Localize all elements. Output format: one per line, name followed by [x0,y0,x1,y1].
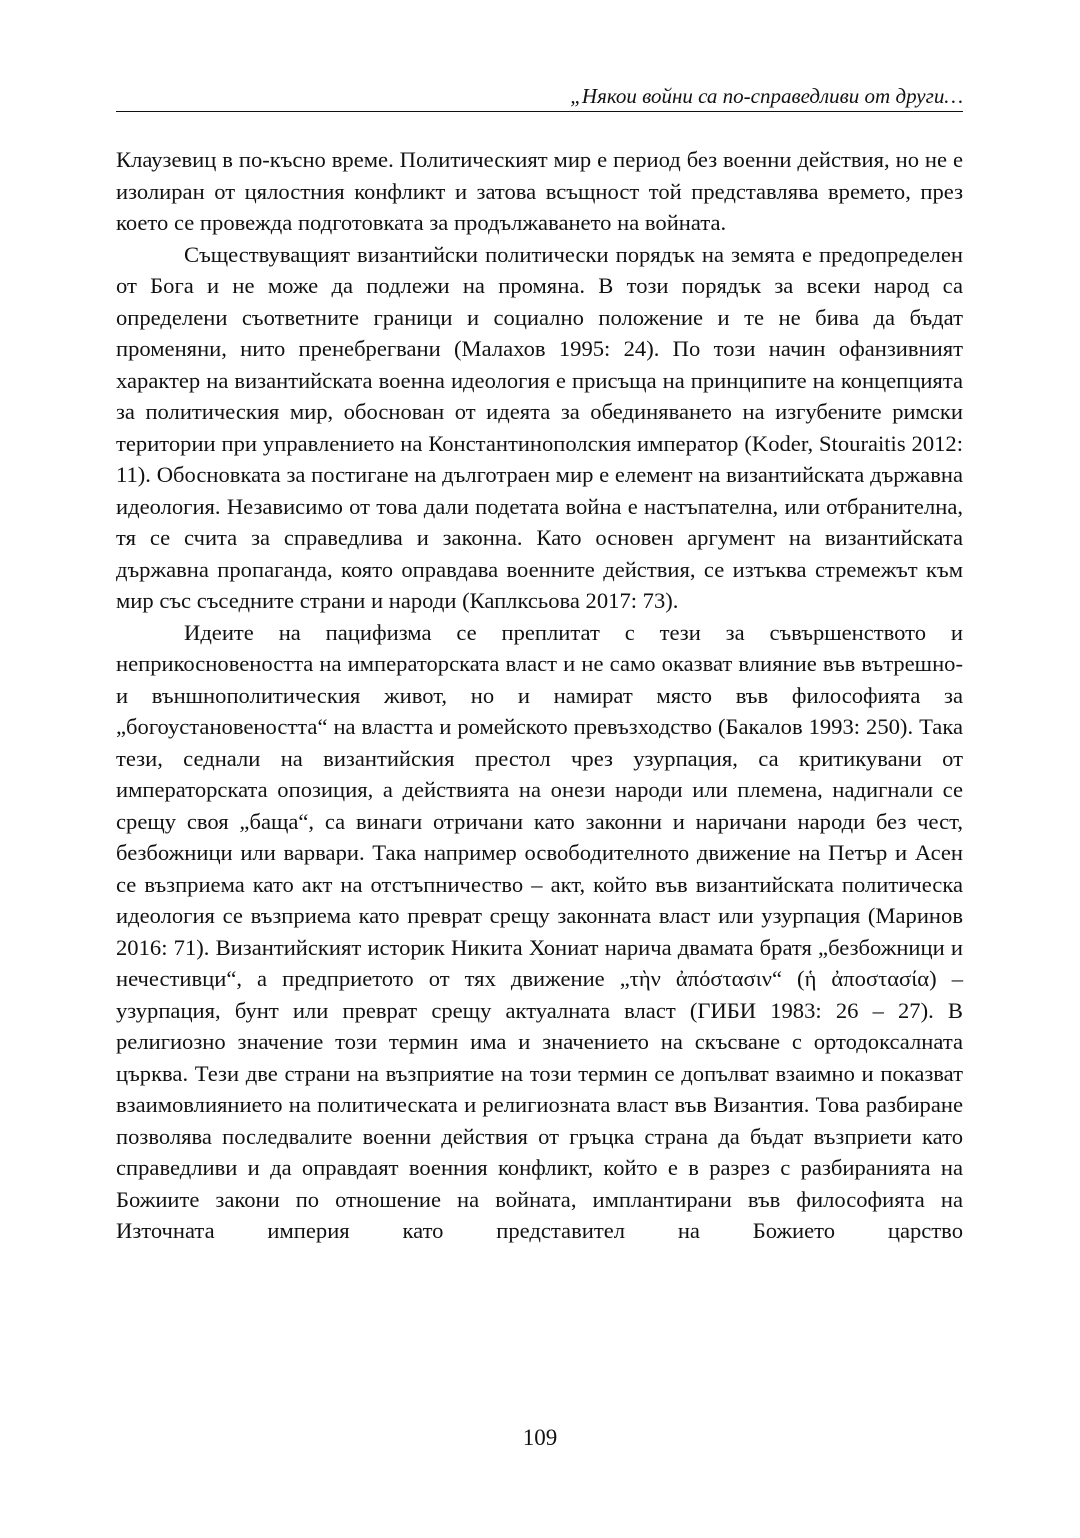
running-head: „Някои войни са по-справедливи от други… [116,83,963,112]
paragraph-3: Идеите на пацифизма се преплитат с тези за съвършенството и неприкосновеността на императорската власт и не само оказват влияние във вътрешно- и външнополитическия живот, но и намират място във философията за „богоустановеността“ на властта и ромейското превъзходство (Бакалов 1993: 250). Така тези, седнали на византийския престол чрез узурпация, са критикувани от императорската опозиция, а действията на онези народи или племена, надигнали се срещу своя „баща“, са винаги отричани като законни и наричани народи без чест, безбожници или варвари. Така например освободителното движение на Петър и Асен се възприема като акт на отстъпничество – акт, който във византийската политическа идеология се възприема като преврат срещу законната власт или узурпация (Маринов 2016: 71). Византийският историк Никита Хониат нарича двамата братя „безбожници и нечестивци“, а предприетото от тях движение „τὴν ἀπόστασιν“ (ἡ ἀποστασία) – узурпация, бунт или преврат срещу актуалната власт (ГИБИ 1983: 26 – 27). В религиозно значение този термин има и значението на скъсване с ортодоксалната църква. Тези две страни на възприятие на този термин се допълват взаимно и показват взаимовлиянието на политическата и религиозната власт във Византия. Това разбиране позволява последвалите военни действия от гръцка страна да бъдат възприети като справедливи и да оправдаят военния конфликт, който е в разрез с разбиранията на Божиите закони по отношение на войната, имплантирани във философията на Източната империя като представител на Божието царство [116,619,963,1243]
page-number: 109 [522,1425,558,1450]
paragraph-2: Съществуващият византийски политически порядък на земята е предопределен от Бога и не може да подлежи на промяна. В този порядък за всеки народ са определени съответните граници и социално положение и те не бива да бъдат променяни, нито пренебрегвани (Малахов 1995: 24). По този начин офанзивният характер на византийската военна идеология е присъща на принципите на концепцията за политическия мир, обоснован от идеята за обединяването на изгубените римски територии при управлението на Константинополския император (Koder, Stouraitis 2012: 11). Обосновката за постигане на дълготраен мир е елемент на византийската държавна идеология. Независимо от това дали подетата война е настъпателна, или отбранителна, тя се счита за справедлива и законна. Като основен аргумент на византийската държавна пропаганда, която оправдава военните действия, се изтъква стремежът към мир със съседните страни и народи (Каплксьова 2017: 73). [116,241,963,613]
paragraph-1: Клаузевиц в по-късно време. Политическият мир е период без военни действия, но не е изолиран от цялостния конфликт и затова всъщност той представлява времето, през което се провежда подготовката за продължаването на войната. [116,147,963,235]
body-text [116,144,963,1247]
